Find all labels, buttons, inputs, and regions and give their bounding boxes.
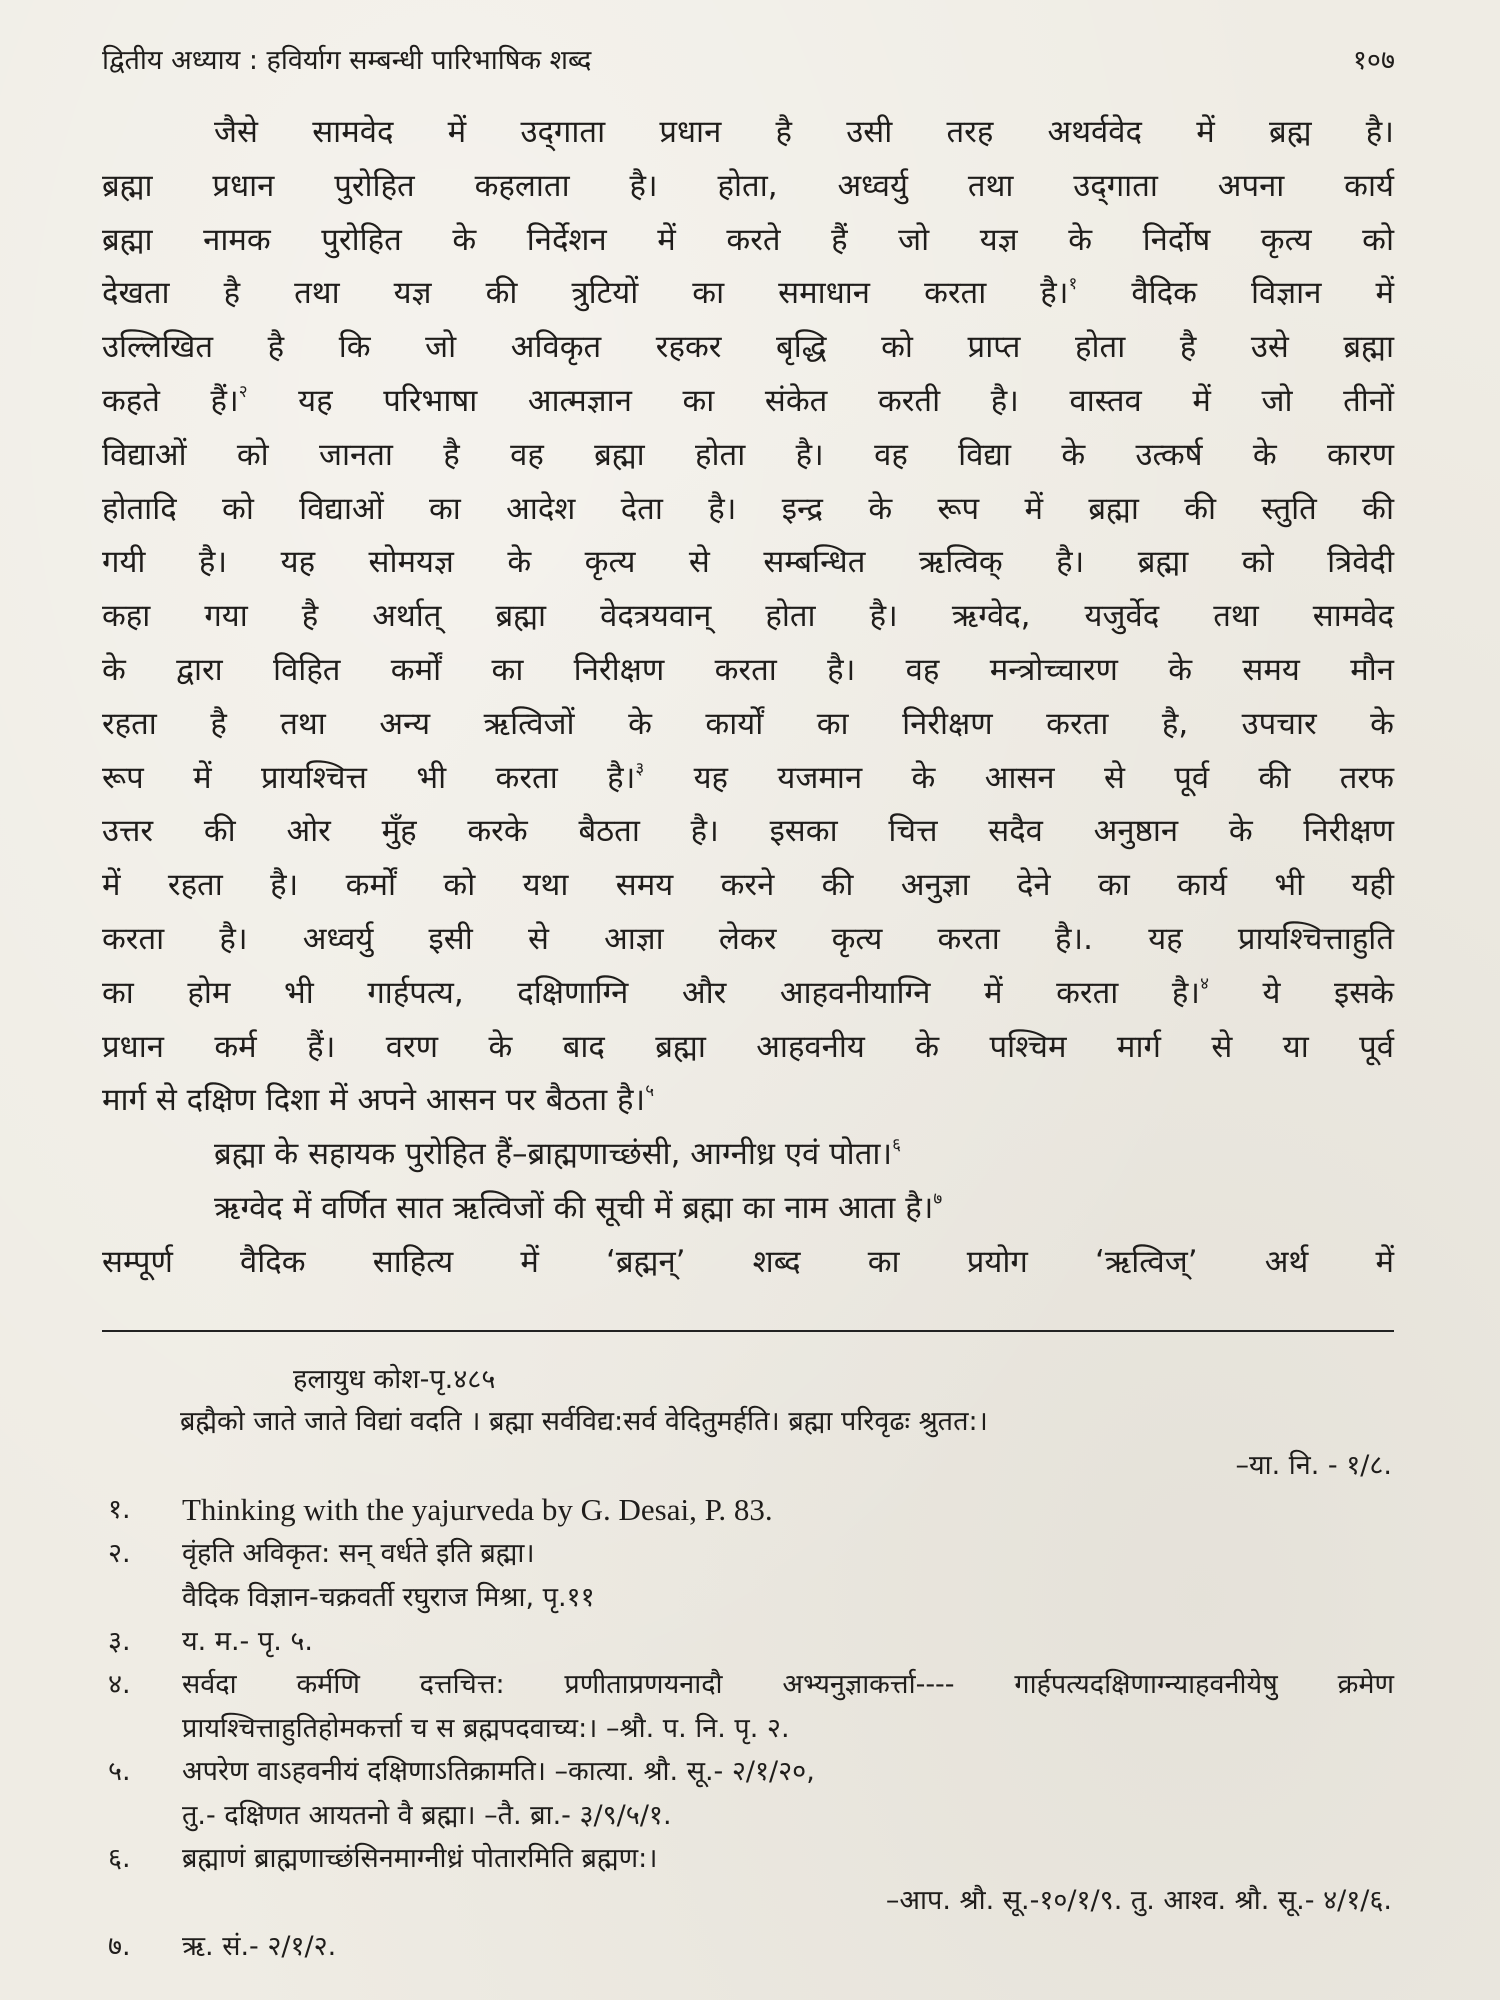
footnote-text: वृंहति अविकृत: सन् वर्धते इति ब्रह्मा। [182, 1538, 535, 1569]
text-run: के द्वारा विहित कर्मों का निरीक्षण करता है। वह मन्त्रोच्चारण के समय मौन [102, 652, 1394, 688]
body-line [102, 1080, 1394, 1120]
body-line [102, 1134, 1394, 1174]
footnote-text: वैदिक विज्ञान-चक्रवर्ती रघुराज मिश्रा, पृ.११ [182, 1582, 595, 1613]
text-run: मार्ग से दक्षिण दिशा में अपने आसन पर बैठता है। [102, 1082, 646, 1119]
body-line [102, 542, 1394, 582]
text-run: विद्याओं को जानता है वह ब्रह्मा होता है। वह विद्या के उत्कर्ष के कारण [102, 436, 1394, 473]
text-run: में रहता है। कर्मों को यथा समय करने की अनुज्ञा देने का कार्य भी यही [102, 867, 1394, 904]
footnote-marker: ४ [1200, 973, 1209, 994]
text-run: यह परिभाषा आत्मज्ञान का संकेत करती है। वास्तव में जो तीनों [247, 383, 1394, 419]
footnote-divider [102, 1330, 1394, 1332]
footnote-marker: ७ [933, 1189, 943, 1209]
footnote-marker: ५ [645, 1081, 655, 1102]
body-line [102, 865, 1394, 905]
text-run: ब्रह्मा के सहायक पुरोहित हैं–ब्राह्मणाच्छंसी, आग्नीध्र एवं पोता। [214, 1136, 893, 1173]
footnote-marker: १ [1068, 274, 1078, 295]
body-line [102, 758, 1394, 798]
footnote-text: ऋ. सं.- २/१/२. [182, 1931, 337, 1962]
footnote-text: प्रायश्चित्ताहुतिहोमकर्त्ता च स ब्रह्मपदवाच्य:। –श्रौ. प. नि. पृ. २. [182, 1713, 790, 1744]
footnote-number: ३. [108, 1626, 131, 1657]
footnote-text: य. म.- पृ. ५. [182, 1626, 314, 1657]
body-line [102, 273, 1394, 313]
footnote-intro-ref: –या. नि. - १/८. [1235, 1450, 1392, 1481]
text-run: उत्तर की ओर मुँह करके बैठता है। इसका चित्त सदैव अनुष्ठान के निरीक्षण [102, 813, 1394, 850]
text-run: करता है। अध्वर्यु इसी से आज्ञा लेकर कृत्य करता है।. यह प्रायश्चित्ताहुति [102, 921, 1394, 957]
body-line [102, 381, 1394, 421]
text-run: ब्रह्मा प्रधान पुरोहित कहलाता है। होता, अध्वर्यु तथा उद्‌गाता अपना कार्य [102, 167, 1394, 204]
text-run: ये इसके [1208, 974, 1394, 1011]
text-run: होतादि को विद्याओं का आदेश देता है। इन्द्र के रूप में ब्रह्मा की स्तुति की [102, 490, 1394, 527]
body-line [102, 489, 1394, 529]
footnote-text: –आप. श्रौ. सू.-१०/१/९. तु. आश्व. श्रौ. सू.- ४/१/६. [885, 1885, 1392, 1916]
text-run: यह यजमान के आसन से पूर्व की तरफ [644, 759, 1394, 796]
body-line [102, 811, 1394, 851]
text-run: ब्रह्मा नामक पुरोहित के निर्देशन में करते हैं जो यज्ञ के निर्दोष कृत्य को [102, 221, 1394, 258]
footnote-number: १. [108, 1494, 131, 1525]
footnote-number: २. [108, 1538, 131, 1569]
footnote-text: अपरेण वाऽहवनीयं दक्षिणाऽतिक्रामति। –कात्या. श्रौ. सू.- २/१/२०, [182, 1756, 815, 1787]
body-line [102, 220, 1394, 260]
footnote-number: ५. [108, 1756, 131, 1787]
body-line [102, 435, 1394, 475]
body-line [102, 596, 1394, 636]
footnote-number: ४. [108, 1669, 131, 1700]
text-run: गयी है। यह सोमयज्ञ के कृत्य से सम्बन्धित ऋत्विक् है। ब्रह्मा को त्रिवेदी [102, 544, 1394, 581]
text-run: कहा गया है अर्थात् ब्रह्मा वेदत्रयवान् होता है। ऋग्वेद, यजुर्वेद तथा सामवेद [102, 598, 1394, 635]
footnote-number: ७. [108, 1931, 131, 1962]
text-run: वैदिक विज्ञान में [1077, 275, 1394, 312]
page-number: १०७ [1352, 45, 1395, 76]
body-line [102, 1242, 1394, 1282]
footnote-marker: ३ [635, 758, 645, 779]
text-run: जैसे सामवेद में उद्‌गाता प्रधान है उसी तरह अथर्ववेद में ब्रह्म है। [214, 114, 1394, 150]
footnote-text: Thinking with the yajurveda by G. Desai, P. 83. [182, 1492, 773, 1527]
text-run: रूप में प्रायश्चित्त भी करता है। [102, 759, 636, 796]
footnote-text: ब्रह्माणं ब्राह्मणाच्छंसिनमाग्नीध्रं पोतारमिति ब्रह्मण:। [182, 1843, 658, 1874]
body-line [102, 166, 1394, 206]
text-run: कहते हैं। [102, 383, 239, 419]
text-run: ऋग्वेद में वर्णित सात ऋत्विजों की सूची में ब्रह्मा का नाम आता है। [214, 1190, 934, 1226]
running-header: द्वितीय अध्याय : हविर्याग सम्बन्धी पारिभाषिक शब्द [102, 45, 592, 76]
footnote-text: तु.- दक्षिणत आयतनो वै ब्रह्मा। –तै. ब्रा.- ३/९/५/१. [182, 1800, 672, 1831]
body-line [102, 650, 1394, 690]
text-run: का होम भी गार्हपत्य, दक्षिणाग्नि और आहवनीयाग्नि में करता है। [102, 974, 1201, 1011]
body-line [102, 1027, 1394, 1067]
body-line [102, 112, 1394, 152]
footnote-intro-source: हलायुध कोश-पृ.४८५ [293, 1364, 496, 1395]
text-run: प्रधान कर्म हैं। वरण के बाद ब्रह्मा आहवनीय के पश्चिम मार्ग से या पूर्व [102, 1028, 1394, 1065]
body-line [102, 973, 1394, 1013]
footnote-marker: २ [238, 382, 248, 402]
footnote-intro-quote: ब्रह्मैको जाते जाते विद्यां वदति । ब्रह्मा सर्वविद्य:सर्व वेदितुमर्हति। ब्रह्मा परिवृढः श्रुतत:। [180, 1406, 988, 1437]
text-run: रहता है तथा अन्य ऋत्विजों के कार्यों का निरीक्षण करता है, उपचार के [102, 705, 1394, 742]
footnote-text: सर्वदा कर्मणि दत्तचित्त: प्रणीताप्रणयनादौ अभ्यनुज्ञाकर्त्ता---- गार्हपत्यदक्षिणाग्न्याहवनीयेषु क्रमेण [182, 1669, 1394, 1700]
text-run: सम्पूर्ण वैदिक साहित्य में ‘ब्रह्मन्’ शब्द का प्रयोग ‘ऋत्विज्’ अर्थ में [102, 1243, 1394, 1280]
body-line [102, 1188, 1394, 1228]
text-run: देखता है तथा यज्ञ की त्रुटियों का समाधान करता है। [102, 275, 1069, 312]
footnote-marker: ६ [892, 1135, 901, 1156]
text-run: उल्लिखित है कि जो अविकृत रहकर बृद्धि को प्राप्त होता है उसे ब्रह्मा [102, 329, 1394, 366]
body-line [102, 704, 1394, 744]
footnote-number: ६. [108, 1843, 131, 1874]
body-line [102, 919, 1394, 959]
body-line [102, 327, 1394, 367]
